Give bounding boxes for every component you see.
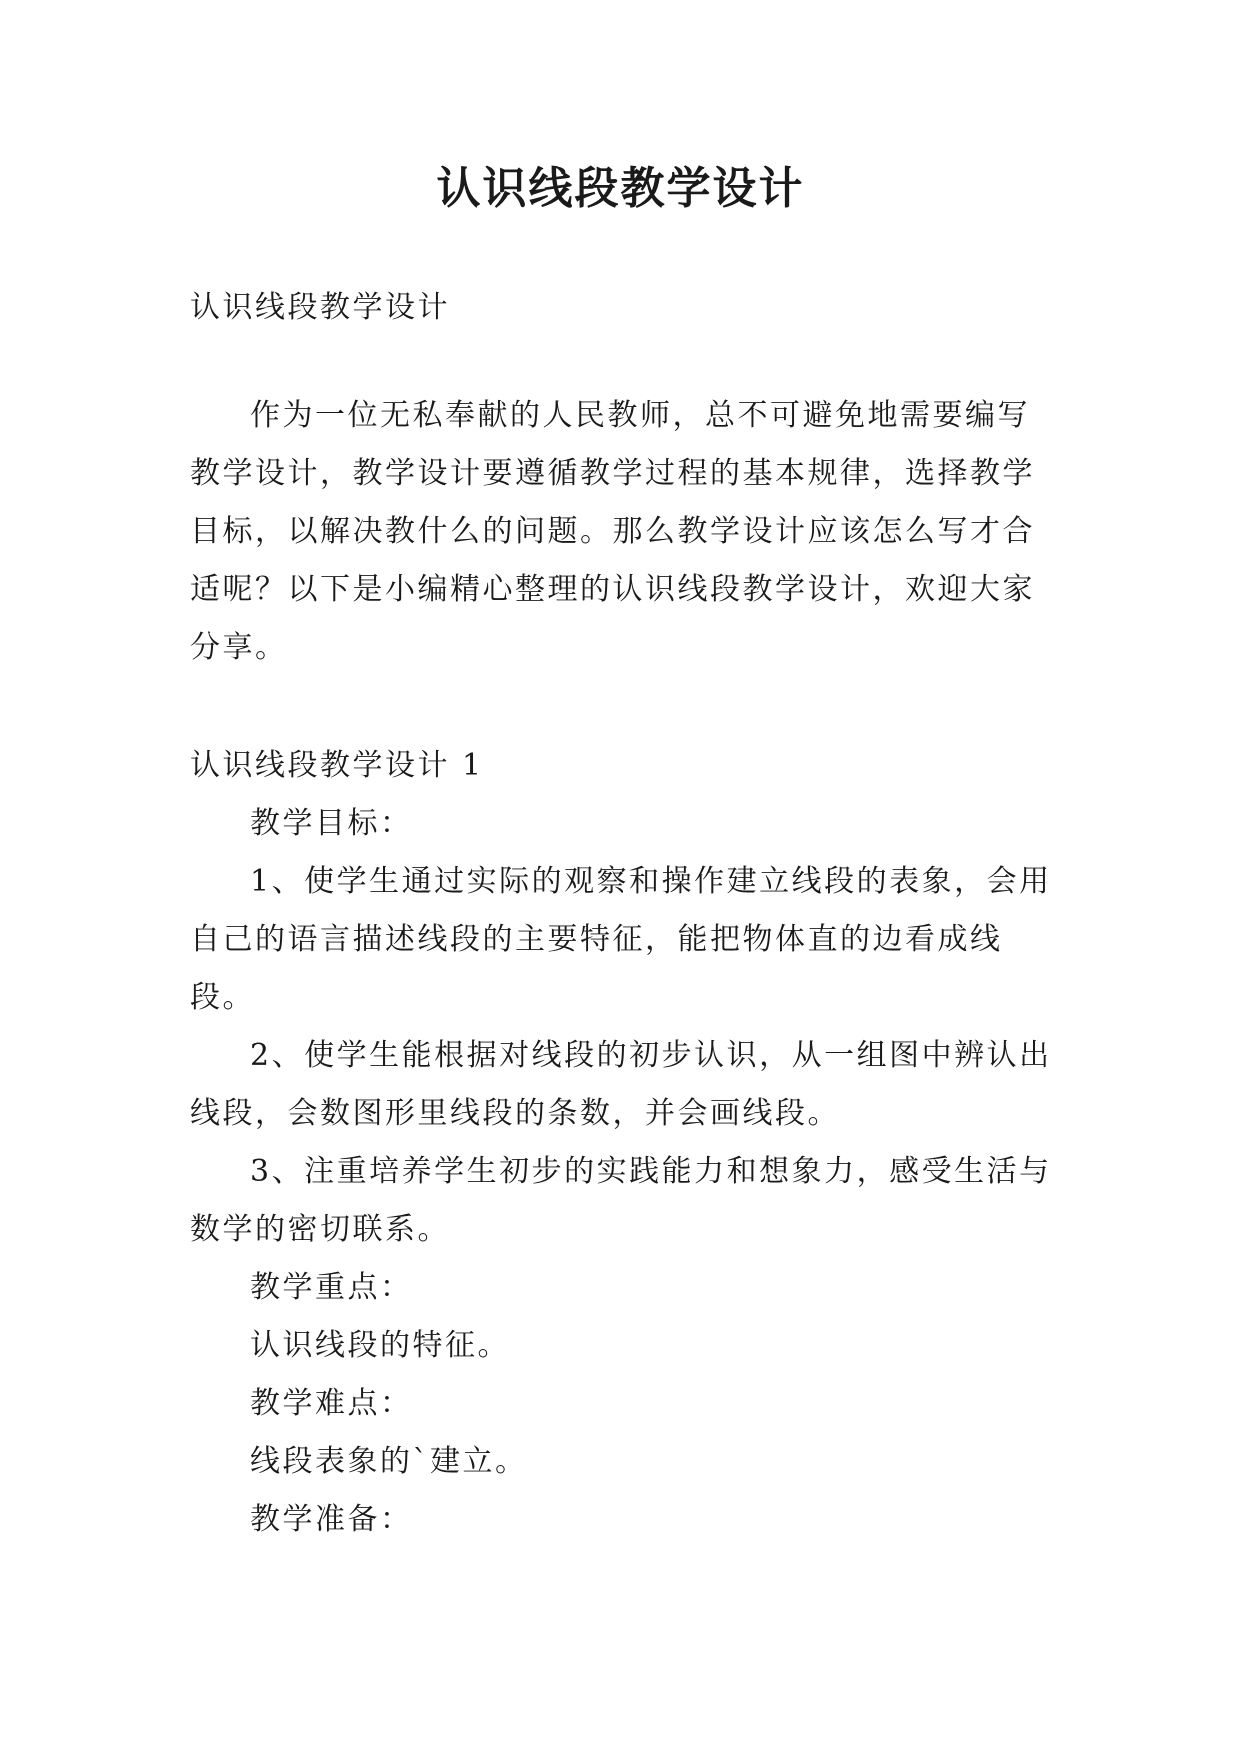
goal-item-3: 3、注重培养学生初步的实践能力和想象力，感受生活与数学的密切联系。 — [190, 1154, 1052, 1247]
difficulty-text: 线段表象的`建立。 — [250, 1444, 528, 1479]
document-subtitle: 认识线段教学设计 — [190, 290, 450, 325]
goals-label: 教学目标： — [250, 806, 413, 841]
difficulty-label: 教学难点： — [250, 1386, 413, 1421]
document-body — [190, 288, 1052, 1549]
key-point-label: 教学重点： — [250, 1270, 413, 1305]
section-heading: 认识线段教学设计 1 — [190, 748, 484, 783]
intro-paragraph: 作为一位无私奉献的人民教师，总不可避免地需要编写教学设计，教学设计要遵循教学过程的基本规律，选择教学目标，以解决教什么的问题。那么教学设计应该怎么写才合适呢？以下是小编精心整理的认识线段教学设计，欢迎大家分享。 — [190, 398, 1035, 665]
goal-item-1: 1、使学生通过实际的观察和操作建立线段的表象，会用自己的语言描述线段的主要特征，能把物体直的边看成线段。 — [190, 864, 1052, 1015]
page-title: 认识线段教学设计 — [436, 163, 805, 214]
key-point-text: 认识线段的特征。 — [250, 1328, 510, 1363]
goal-item-2: 2、使学生能根据对线段的初步认识，从一组图中辨认出线段，会数图形里线段的条数，并会画线段。 — [190, 1038, 1052, 1131]
preparation-label: 教学准备： — [250, 1502, 413, 1537]
